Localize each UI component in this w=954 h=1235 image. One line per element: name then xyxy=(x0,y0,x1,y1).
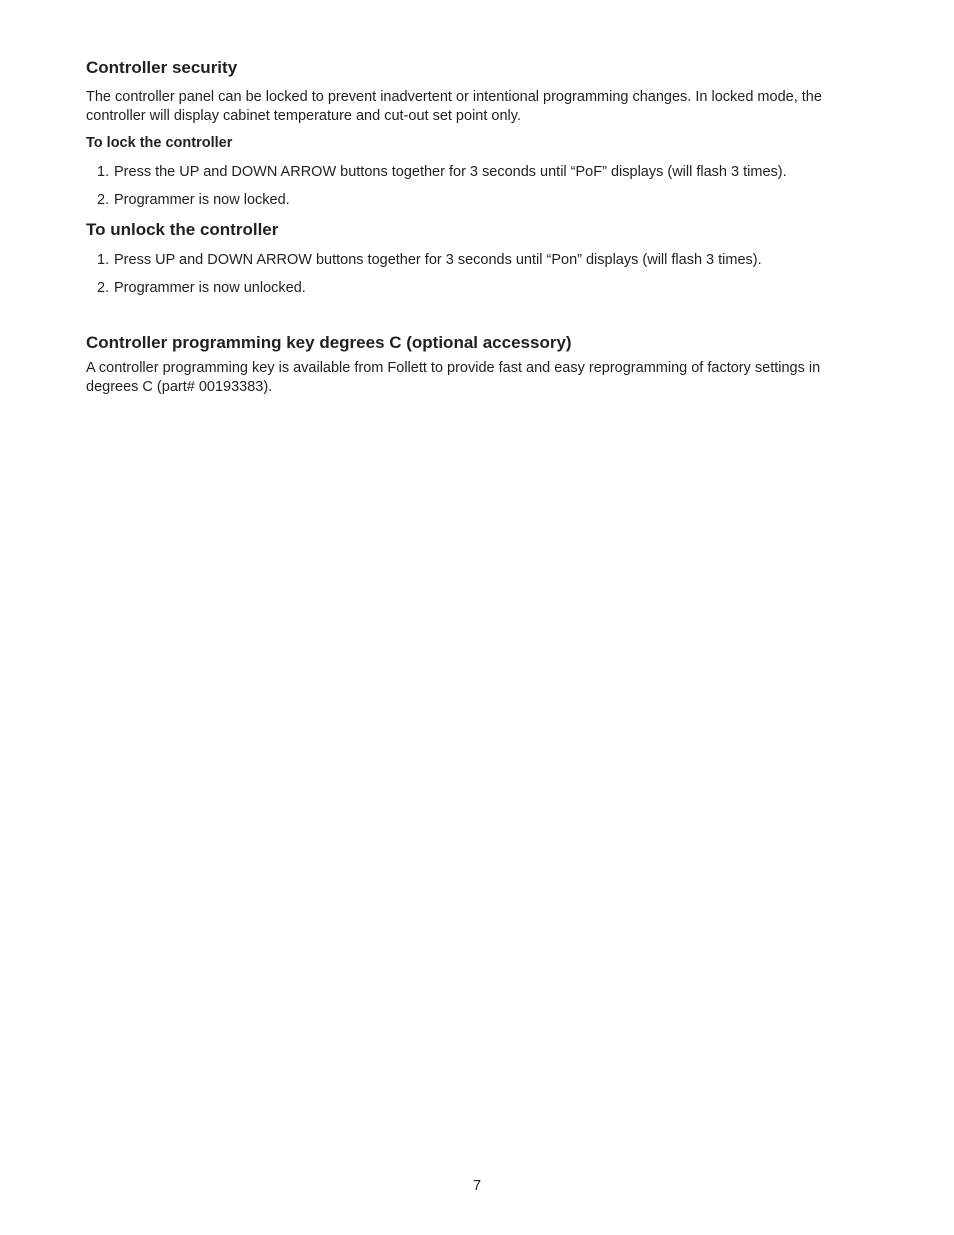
list-item xyxy=(86,279,876,297)
step-number: 1. xyxy=(97,252,110,268)
security-description: The controller panel can be locked to prevent inadvertent or intentional programming changes. In locked mode, the controller will display cabinet temperature and cut-out set point only. xyxy=(86,89,822,124)
step-text: Programmer is now unlocked. xyxy=(114,280,306,296)
list-item xyxy=(86,163,876,181)
step-text: Press the UP and DOWN ARROW buttons together for 3 seconds until “PoF” displays (will flash 3 times). xyxy=(114,164,787,180)
step-number: 2. xyxy=(97,192,110,208)
list-item xyxy=(86,251,876,269)
lock-steps-list xyxy=(86,163,876,209)
step-number: 1. xyxy=(97,164,110,180)
step-number: 2. xyxy=(97,280,110,296)
page-number: 7 xyxy=(472,1178,482,1194)
unlock-steps-list xyxy=(86,251,876,297)
step-text: Press UP and DOWN ARROW buttons together for 3 seconds until “Pon” displays (will flash 3 times). xyxy=(114,252,762,268)
subheading-lock-controller: To lock the controller xyxy=(86,135,233,151)
list-item xyxy=(86,191,876,209)
section-heading-programming-key: Controller programming key degrees C (optional accessory) xyxy=(86,333,572,352)
programming-key-description: A controller programming key is available from Follett to provide fast and easy reprogramming of factory settings in degrees C (part# 00193383). xyxy=(86,360,821,395)
step-text: Programmer is now locked. xyxy=(114,192,290,208)
section-heading-unlock-controller: To unlock the controller xyxy=(86,220,279,239)
section-heading-controller-security: Controller security xyxy=(86,58,238,77)
